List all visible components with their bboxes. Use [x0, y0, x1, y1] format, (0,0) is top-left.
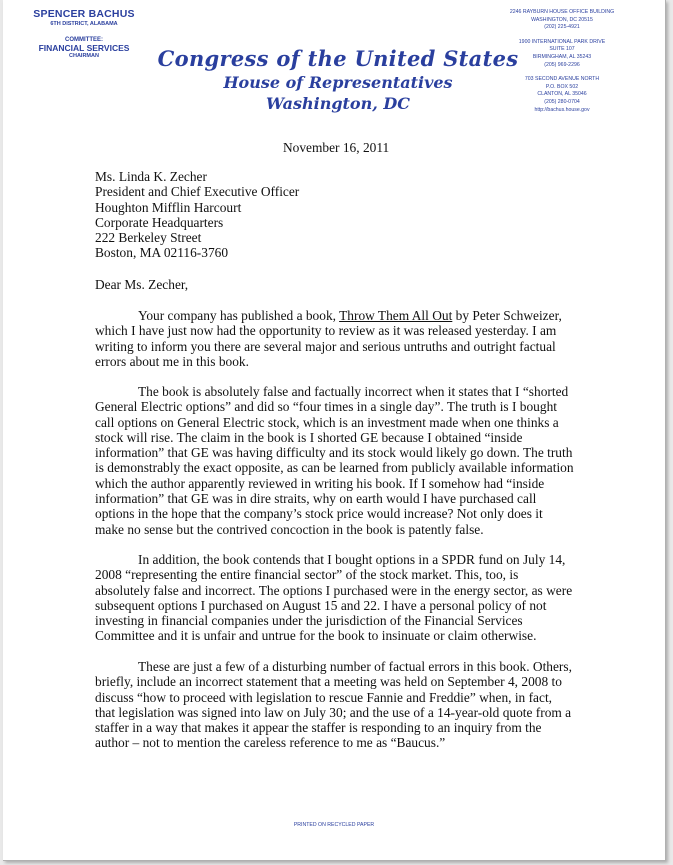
paragraph-text: by Peter Schweizer, which I have just now had the opportunity to review as it was released yesterday. I am writing to inform you there are several major and serious untruths and outright factual errors about me in this book. — [95, 308, 562, 369]
paragraph-text: Your company has published a book, — [138, 308, 340, 323]
address-line: 1900 INTERNATIONAL PARK DRIVE — [518, 38, 606, 45]
address-phone: (205) 280-0704 — [544, 98, 580, 105]
recipient-line: 222 Berkeley Street — [95, 230, 202, 246]
letter-page — [3, 0, 666, 861]
recycled-paper-note: PRINTED ON RECYCLED PAPER — [293, 822, 375, 828]
address-line: BIRMINGHAM, AL 35243 — [532, 53, 592, 60]
committee-name: FINANCIAL SERVICES — [38, 43, 130, 53]
recipient-line: President and Chief Executive Officer — [95, 184, 300, 200]
recipient-address — [95, 169, 575, 261]
city-line: Washington, DC — [266, 94, 410, 113]
salutation: Dear Ms. Zecher, — [95, 277, 189, 292]
body-paragraph-1 — [95, 308, 575, 369]
member-name: SPENCER BACHUS — [33, 8, 135, 20]
letterhead-addresses — [487, 9, 637, 114]
address-line: CLANTON, AL 35046 — [537, 91, 587, 98]
address-phone: (205) 969-2296 — [544, 61, 580, 68]
letterhead-member-block — [29, 8, 139, 59]
letter-date: November 16, 2011 — [283, 140, 390, 155]
recipient-line: Boston, MA 02116-3760 — [95, 245, 229, 261]
house-line: House of Representatives — [223, 73, 453, 92]
committee-label: COMMITTEE: — [65, 37, 103, 43]
address-line: 703 SECOND AVENUE NORTH — [524, 76, 600, 83]
address-line: P.O. BOX 502 — [545, 83, 579, 90]
address-line: WASHINGTON, DC 20515 — [531, 16, 593, 23]
address-phone: (202) 225-4921 — [544, 24, 580, 31]
office-address — [487, 9, 637, 32]
recipient-line: Houghton Mifflin Harcourt — [95, 199, 242, 215]
body-paragraph-3: In addition, the book contends that I bought options in a SPDR fund on July 14, 2008 “representing the entire financial sector” of the stock market. This, too, is absolutely false and incorrect. The options I purchased were in the energy sector, as were subsequent options I purchased on August 15 and 22. I have a personal policy of not investing in financial companies under the jurisdiction of the Financial Services Committee and it is unfair and untrue for the book to insinuate or claim otherwise. — [95, 552, 573, 644]
letterhead-title — [153, 46, 523, 113]
committee-role: CHAIRMAN — [69, 53, 99, 59]
recipient-line: Ms. Linda K. Zecher — [95, 169, 207, 184]
website-link[interactable]: http://bachus.house.gov — [534, 106, 590, 113]
recipient-line: Corporate Headquarters — [95, 214, 224, 230]
member-district: 6TH DISTRICT, ALABAMA — [50, 21, 118, 27]
address-line: 2246 RAYBURN HOUSE OFFICE BUILDING — [509, 9, 615, 15]
address-line: SUITE 107 — [549, 46, 575, 53]
office-address — [487, 39, 637, 69]
body-paragraph-4: These are just a few of a disturbing number of factual errors in this book. Others, briefly, include an incorrect statement that a meeting was held on September 4, 2008 to discuss “how to proceed with legislation to rescue Fannie and Freddie” when, in fact, that legislation was signed into law on July 30; and the use of a 14-year-old quote from a staffer in a way that makes it appear the staffer is responding to an inquiry from the author – not to mention the careless reference to me as “Baucus.” — [95, 659, 572, 751]
office-address — [487, 76, 637, 106]
body-paragraph-2: The book is absolutely false and factually incorrect when it states that I “shorted General Electric options” and did so “four times in a single day”. The truth is I bought call options on General Electric stock, which is an investment made when one thinks a stock will rise. The claim in the book is I shorted GE because I obtained “inside information” that GE was having difficulty and its stock would likely go down. The truth is demonstrably the exact opposite, as can be learned from publicly available information which the author apparently reviewed in writing his book. If I somehow had “inside information” that GE was in dire straits, why on earth would I have purchased call options in the hope that the company’s stock price would increase? Not only does it make no sense but the contrived concoction in the book is patently false. — [95, 384, 574, 537]
congress-line: Congress of the United States — [157, 46, 519, 71]
book-title: Throw Them All Out — [339, 308, 453, 323]
